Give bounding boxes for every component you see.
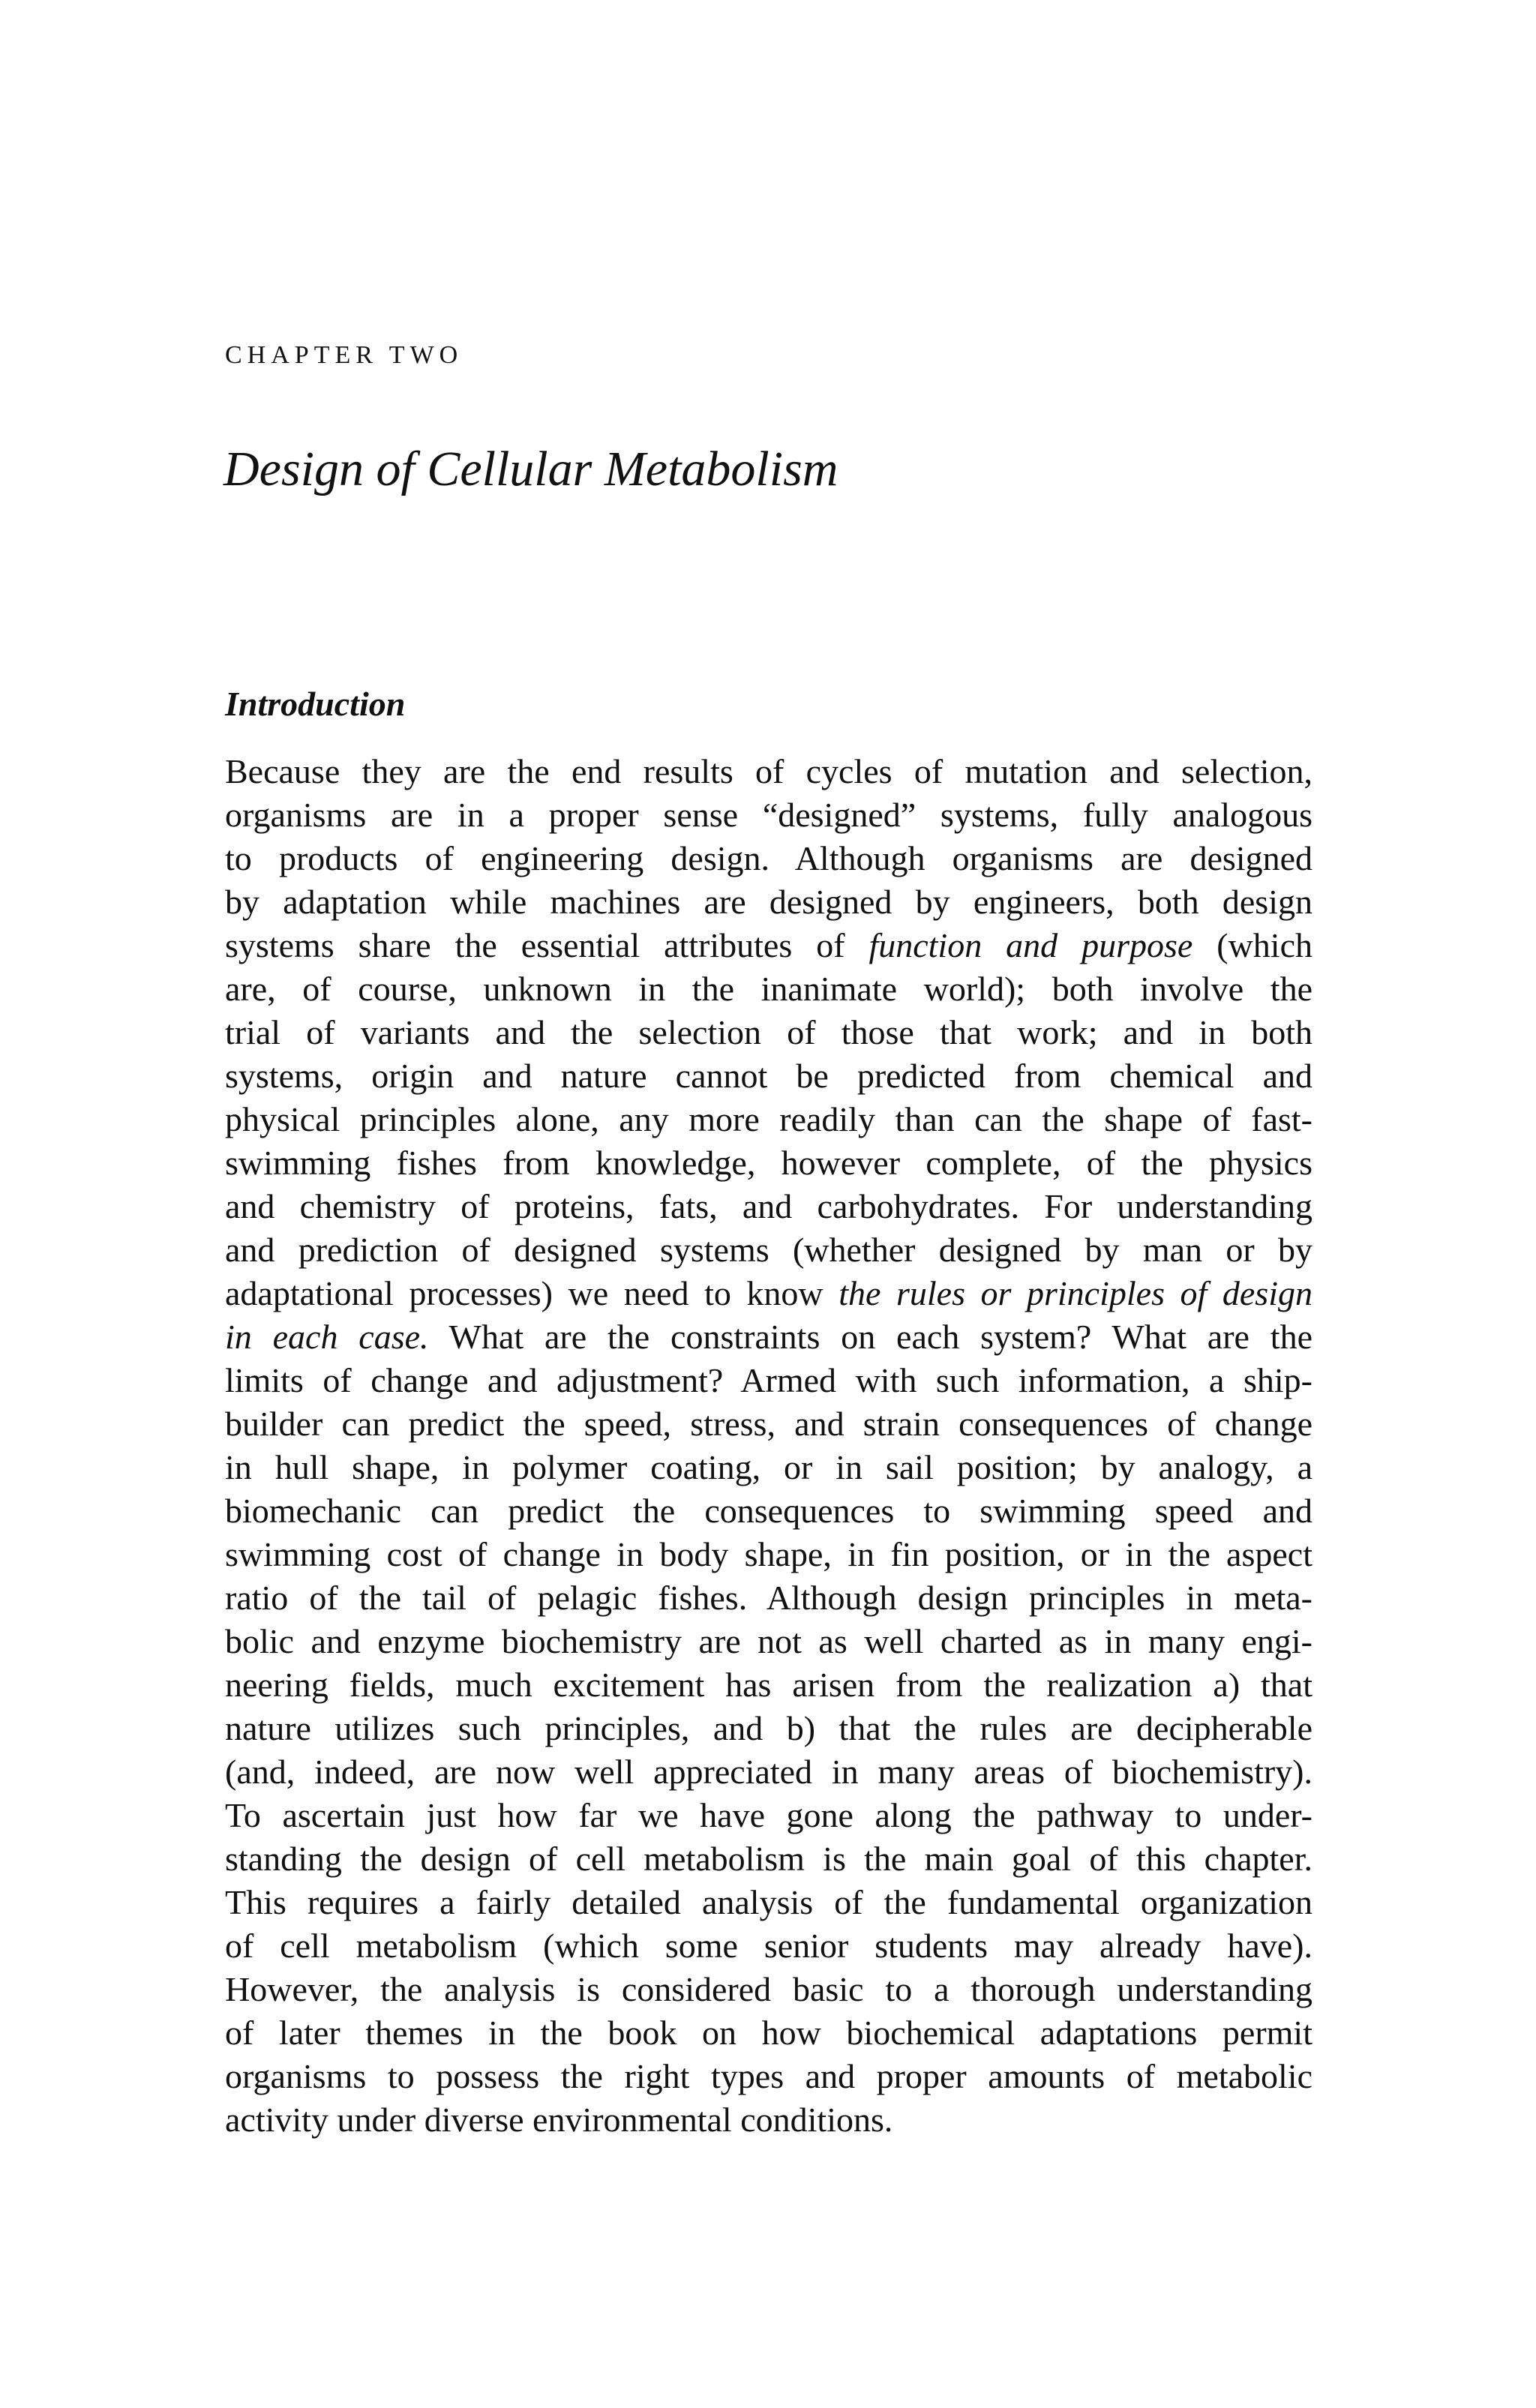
chapter-label: CHAPTER TWO bbox=[225, 341, 464, 369]
text-segment: organisms to possess the right types and proper amounts of metabolic bbox=[225, 2057, 1312, 2095]
text-segment: systems share the essential attributes of bbox=[225, 926, 869, 964]
text-segment: nature utilizes such principles, and b) that the rules are decipherable bbox=[225, 1709, 1312, 1747]
text-line bbox=[225, 924, 1312, 967]
text-line bbox=[225, 793, 1312, 837]
text-segment: (and, indeed, are now well appreciated in many areas of biochemistry). bbox=[225, 1753, 1312, 1791]
text-line bbox=[225, 1663, 1312, 1707]
text-line bbox=[225, 1881, 1312, 1924]
text-line bbox=[225, 1054, 1312, 1098]
text-line bbox=[225, 1576, 1312, 1620]
text-line bbox=[225, 1272, 1312, 1315]
text-line bbox=[225, 1968, 1312, 2011]
text-line bbox=[225, 2098, 1312, 2142]
text-segment: to products of engineering design. Although organisms are designed bbox=[225, 839, 1312, 877]
text-segment: and chemistry of proteins, fats, and carbohydrates. For understanding bbox=[225, 1187, 1312, 1225]
text-segment: ratio of the tail of pelagic fishes. Although design principles in meta- bbox=[225, 1579, 1312, 1617]
text-line bbox=[225, 1489, 1312, 1533]
text-segment: in hull shape, in polymer coating, or in sail position; by analogy, a bbox=[225, 1448, 1312, 1486]
italic-phrase: function and purpose bbox=[868, 926, 1193, 964]
text-line bbox=[225, 1533, 1312, 1576]
text-segment: swimming fishes from knowledge, however complete, of the physics bbox=[225, 1144, 1312, 1182]
text-line bbox=[225, 750, 1312, 793]
text-line bbox=[225, 1794, 1312, 1837]
text-line bbox=[225, 1185, 1312, 1228]
text-segment: of later themes in the book on how biochemical adaptations permit bbox=[225, 2014, 1312, 2052]
text-segment: physical principles alone, any more readily than can the shape of fast- bbox=[225, 1100, 1312, 1138]
text-line bbox=[225, 1446, 1312, 1489]
text-segment: systems, origin and nature cannot be predicted from chemical and bbox=[225, 1057, 1312, 1095]
text-segment: adaptational processes) we need to know bbox=[225, 1274, 839, 1312]
text-segment: Because they are the end results of cycles of mutation and selection, bbox=[225, 752, 1312, 790]
text-segment: (which bbox=[1192, 926, 1312, 964]
text-segment: are, of course, unknown in the inanimate world); both involve the bbox=[225, 970, 1312, 1008]
text-segment: by adaptation while machines are designed by engineers, both design bbox=[225, 883, 1312, 921]
text-segment: organisms are in a proper sense “designed” systems, fully analogous bbox=[225, 796, 1312, 834]
text-segment: and prediction of designed systems (whether designed by man or by bbox=[225, 1231, 1312, 1269]
chapter-title: Design of Cellular Metabolism bbox=[224, 442, 838, 496]
text-segment: limits of change and adjustment? Armed with such information, a ship- bbox=[225, 1361, 1312, 1399]
text-line bbox=[225, 1402, 1312, 1446]
text-line bbox=[225, 1315, 1312, 1359]
text-line bbox=[225, 1011, 1312, 1054]
text-line bbox=[225, 2011, 1312, 2055]
text-line bbox=[225, 880, 1312, 924]
text-segment: bolic and enzyme biochemistry are not as well charted as in many engi- bbox=[225, 1622, 1312, 1660]
text-segment: To ascertain just how far we have gone along the pathway to under- bbox=[225, 1796, 1312, 1834]
text-segment: swimming cost of change in body shape, in fin position, or in the aspect bbox=[225, 1535, 1312, 1573]
text-line bbox=[225, 1837, 1312, 1881]
body-paragraph bbox=[225, 750, 1312, 2142]
text-line bbox=[225, 1098, 1312, 1141]
italic-phrase: the rules or principles of design bbox=[838, 1274, 1312, 1312]
text-line bbox=[225, 837, 1312, 880]
section-heading: Introduction bbox=[225, 685, 406, 723]
text-segment: standing the design of cell metabolism is the main goal of this chapter. bbox=[225, 1840, 1312, 1878]
text-segment: of cell metabolism (which some senior students may already have). bbox=[225, 1927, 1312, 1965]
text-segment: What are the constraints on each system? What are the bbox=[428, 1318, 1312, 1356]
text-segment: builder can predict the speed, stress, and strain consequences of change bbox=[225, 1405, 1312, 1443]
text-segment: biomechanic can predict the consequences to swimming speed and bbox=[225, 1492, 1312, 1530]
text-line bbox=[225, 1750, 1312, 1794]
text-line bbox=[225, 1707, 1312, 1750]
text-line bbox=[225, 1228, 1312, 1272]
text-line bbox=[225, 1620, 1312, 1663]
text-line bbox=[225, 967, 1312, 1011]
text-line bbox=[225, 2055, 1312, 2098]
italic-phrase: in each case. bbox=[225, 1318, 429, 1356]
text-segment: trial of variants and the selection of those that work; and in both bbox=[225, 1013, 1312, 1051]
text-line bbox=[225, 1359, 1312, 1402]
text-segment: neering fields, much excitement has arisen from the realization a) that bbox=[225, 1666, 1312, 1704]
text-segment: This requires a fairly detailed analysis of the fundamental organization bbox=[225, 1883, 1312, 1921]
text-segment: activity under diverse environmental conditions. bbox=[225, 2101, 893, 2139]
text-line bbox=[225, 1924, 1312, 1968]
text-line bbox=[225, 1141, 1312, 1185]
text-segment: However, the analysis is considered basic to a thorough understanding bbox=[225, 1970, 1312, 2008]
